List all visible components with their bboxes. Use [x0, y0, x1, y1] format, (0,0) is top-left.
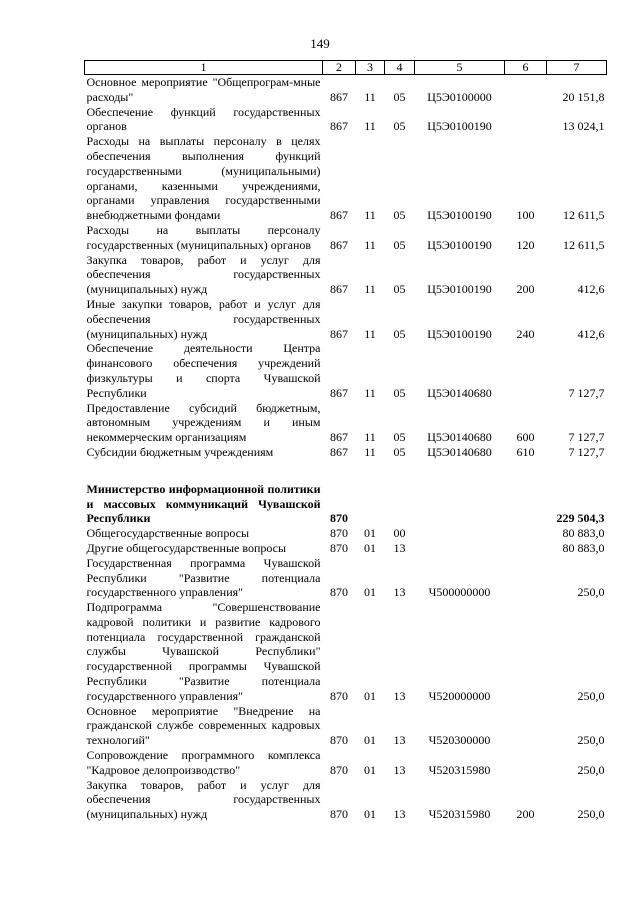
ministry-code-cell: 867: [330, 237, 348, 252]
amount-cell: 229 504,3: [556, 511, 605, 526]
expense-type-cell: 100: [516, 208, 535, 223]
amount-cell: 20 151,8: [562, 89, 605, 104]
target-article-cell: [415, 482, 505, 526]
subsection-cell: [385, 482, 415, 526]
row-name-cell: Расходы на выплаты персоналу государственных (муниципальных) органов: [86, 222, 321, 252]
amount-cell: 80 883,0: [562, 540, 605, 555]
row-name-cell: Другие общегосударственные вопросы: [86, 540, 287, 555]
budget-table: [84, 60, 607, 822]
section-cell: 01: [364, 733, 376, 748]
amount-cell: 80 883,0: [562, 526, 605, 541]
table-row: [85, 105, 607, 135]
ministry-code-cell: 867: [330, 430, 348, 445]
column-header: 6: [505, 61, 547, 75]
row-name-cell: Закупка товаров, работ и услуг для обеспечения государственных (муниципальных) нужд: [86, 777, 321, 822]
target-article-cell: Ц5Э0100000: [427, 89, 492, 104]
target-article-cell: Ц5Э0100190: [427, 282, 492, 297]
table-row: [85, 541, 607, 556]
table-row: [85, 600, 607, 704]
subsection-cell: 05: [393, 385, 406, 400]
ministry-code-cell: 870: [330, 807, 348, 822]
table-row: [85, 401, 607, 445]
table-row: [85, 526, 607, 541]
subsection-cell: 05: [393, 430, 406, 445]
section-cell: 11: [364, 119, 376, 134]
section-cell: 01: [364, 762, 376, 777]
row-name-cell: Подпрограмма "Совершенствование кадровой политики и развитие кадрового потенциала государственной гражданской службы Чувашской Республики" государственной программы Чувашской Республики "Развитие потенциала государственного управления": [86, 600, 321, 703]
subsection-cell: 05: [393, 237, 406, 252]
row-name-cell: Обеспечение функций государственных органов: [86, 104, 321, 134]
amount-cell: 250,0: [577, 733, 605, 748]
table-row: [85, 748, 607, 778]
spacer-row: [85, 460, 607, 482]
row-name-cell: Закупка товаров, работ и услуг для обеспечения государственных (муниципальных) нужд: [86, 252, 321, 297]
ministry-code-cell: 870: [330, 733, 348, 748]
table-header-row: [85, 61, 607, 75]
target-article-cell: Ц5Э0100190: [427, 119, 492, 134]
target-article-cell: Ц5Э0140680: [427, 385, 492, 400]
section-cell: 11: [364, 237, 376, 252]
subsection-cell: 13: [393, 585, 406, 600]
table-row: [85, 556, 607, 600]
target-article-cell: [415, 541, 505, 556]
section-cell: 01: [364, 526, 376, 541]
column-header: 1: [85, 61, 323, 75]
amount-cell: 412,6: [577, 326, 605, 341]
row-name-cell: Обеспечение деятельности Центра финансового обеспечения учреждений физкультуры и спорта Чувашской Республики: [86, 341, 321, 400]
amount-cell: 12 611,5: [562, 237, 605, 252]
section-cell: 11: [364, 282, 376, 297]
section-cell: 11: [364, 208, 376, 223]
ministry-code-cell: 870: [330, 526, 348, 541]
ministry-code-cell: 870: [330, 511, 348, 526]
section-cell: 01: [364, 540, 376, 555]
subsection-cell: 05: [393, 119, 406, 134]
target-article-cell: Ч520300000: [428, 733, 491, 748]
ministry-code-cell: 867: [330, 89, 348, 104]
row-name-cell: Основное мероприятие "Общепрограм-мные расходы": [86, 75, 321, 104]
expense-type-cell: 600: [516, 430, 535, 445]
section-cell: 11: [364, 444, 376, 459]
amount-cell: 7 127,7: [568, 444, 605, 459]
subsection-cell: 13: [393, 540, 406, 555]
ministry-code-cell: 870: [330, 688, 348, 703]
row-name-cell: Основное мероприятие "Внедрение на гражданской службе современных кадровых технологий": [86, 703, 321, 748]
amount-cell: 12 611,5: [562, 208, 605, 223]
table-row: [85, 445, 607, 460]
expense-type-cell: 200: [516, 282, 535, 297]
subsection-cell: 05: [393, 444, 406, 459]
expense-type-cell: [505, 556, 547, 600]
target-article-cell: Ц5Э0100190: [427, 208, 492, 223]
target-article-cell: Ч520315980: [428, 807, 491, 822]
column-header: 2: [323, 61, 356, 75]
section-cell: 11: [364, 430, 376, 445]
expense-type-cell: [505, 341, 547, 400]
target-article-cell: [415, 526, 505, 541]
target-article-cell: Ч520000000: [428, 688, 491, 703]
expense-type-cell: [505, 105, 547, 135]
ministry-code-cell: 867: [330, 208, 348, 223]
amount-cell: 412,6: [577, 282, 605, 297]
target-article-cell: Ч500000000: [428, 585, 491, 600]
subsection-cell: 13: [393, 807, 406, 822]
row-name-cell: Сопровождение программного комплекса "Кадровое делопроизводство": [86, 748, 321, 777]
row-name-cell: Министерство информационной политики и массовых коммуникаций Чувашской Республики: [86, 481, 321, 526]
subsection-cell: 05: [393, 282, 406, 297]
expense-type-cell: 200: [516, 807, 535, 822]
column-header: 5: [415, 61, 505, 75]
expense-type-cell: 610: [516, 444, 535, 459]
amount-cell: 250,0: [577, 807, 605, 822]
amount-cell: 13 024,1: [562, 119, 605, 134]
row-name-cell: Государственная программа Чувашской Республики "Развитие потенциала государственного управления": [86, 555, 321, 600]
column-header: 7: [547, 61, 607, 75]
ministry-code-cell: 867: [330, 119, 348, 134]
target-article-cell: Ц5Э0100190: [427, 326, 492, 341]
amount-cell: 7 127,7: [568, 430, 605, 445]
ministry-code-cell: 870: [330, 762, 348, 777]
section-cell: 01: [364, 585, 376, 600]
subsection-cell: 05: [393, 208, 406, 223]
target-article-cell: Ц5Э0140680: [427, 430, 492, 445]
expense-type-cell: 240: [516, 326, 535, 341]
table-row: [85, 134, 607, 223]
section-cell: 11: [364, 89, 376, 104]
table-row: [85, 75, 607, 105]
ministry-code-cell: 867: [330, 444, 348, 459]
amount-cell: 7 127,7: [568, 385, 605, 400]
target-article-cell: Ц5Э0100190: [427, 237, 492, 252]
section-cell: 11: [364, 385, 376, 400]
row-name-cell: Расходы на выплаты персоналу в целях обеспечения выполнения функций государственными (муниципальными) органами, казенными учреждениями, органами управления государственными внебюджетными фондами: [86, 134, 321, 223]
section-cell: 11: [364, 326, 376, 341]
ministry-code-cell: 867: [330, 282, 348, 297]
table-row: [85, 482, 607, 526]
section-cell: [356, 482, 385, 526]
row-name-cell: Иные закупки товаров, работ и услуг для обеспечения государственных (муниципальных) нужд: [86, 296, 321, 341]
table-row: [85, 253, 607, 297]
subsection-cell: 00: [393, 526, 406, 541]
column-header: 4: [385, 61, 415, 75]
amount-cell: 250,0: [577, 762, 605, 777]
subsection-cell: 05: [393, 326, 406, 341]
row-name-cell: Общегосударственные вопросы: [86, 526, 250, 541]
section-cell: 01: [364, 688, 376, 703]
expense-type-cell: [505, 75, 547, 105]
table-row: [85, 223, 607, 253]
subsection-cell: 05: [393, 89, 406, 104]
expense-type-cell: [505, 704, 547, 748]
expense-type-cell: [505, 748, 547, 778]
target-article-cell: Ч520315980: [428, 762, 491, 777]
expense-type-cell: [505, 600, 547, 704]
expense-type-cell: [505, 482, 547, 526]
expense-type-cell: 120: [516, 237, 535, 252]
table-row: [85, 341, 607, 400]
row-name-cell: Предоставление субсидий бюджетным, автономным учреждениям и иным некоммерческим организациям: [86, 400, 321, 445]
page-number: 149: [310, 36, 330, 51]
row-name-cell: Субсидии бюджетным учреждениям: [86, 444, 274, 459]
column-header: 3: [356, 61, 385, 75]
expense-type-cell: [505, 526, 547, 541]
ministry-code-cell: 870: [330, 585, 348, 600]
ministry-code-cell: 867: [330, 385, 348, 400]
expense-type-cell: [505, 541, 547, 556]
table-row: [85, 778, 607, 822]
subsection-cell: 13: [393, 733, 406, 748]
amount-cell: 250,0: [577, 585, 605, 600]
amount-cell: 250,0: [577, 688, 605, 703]
subsection-cell: 13: [393, 762, 406, 777]
section-cell: 01: [364, 807, 376, 822]
subsection-cell: 13: [393, 688, 406, 703]
table-row: [85, 297, 607, 341]
target-article-cell: Ц5Э0140680: [427, 444, 492, 459]
ministry-code-cell: 870: [330, 540, 348, 555]
ministry-code-cell: 867: [330, 326, 348, 341]
table-row: [85, 704, 607, 748]
